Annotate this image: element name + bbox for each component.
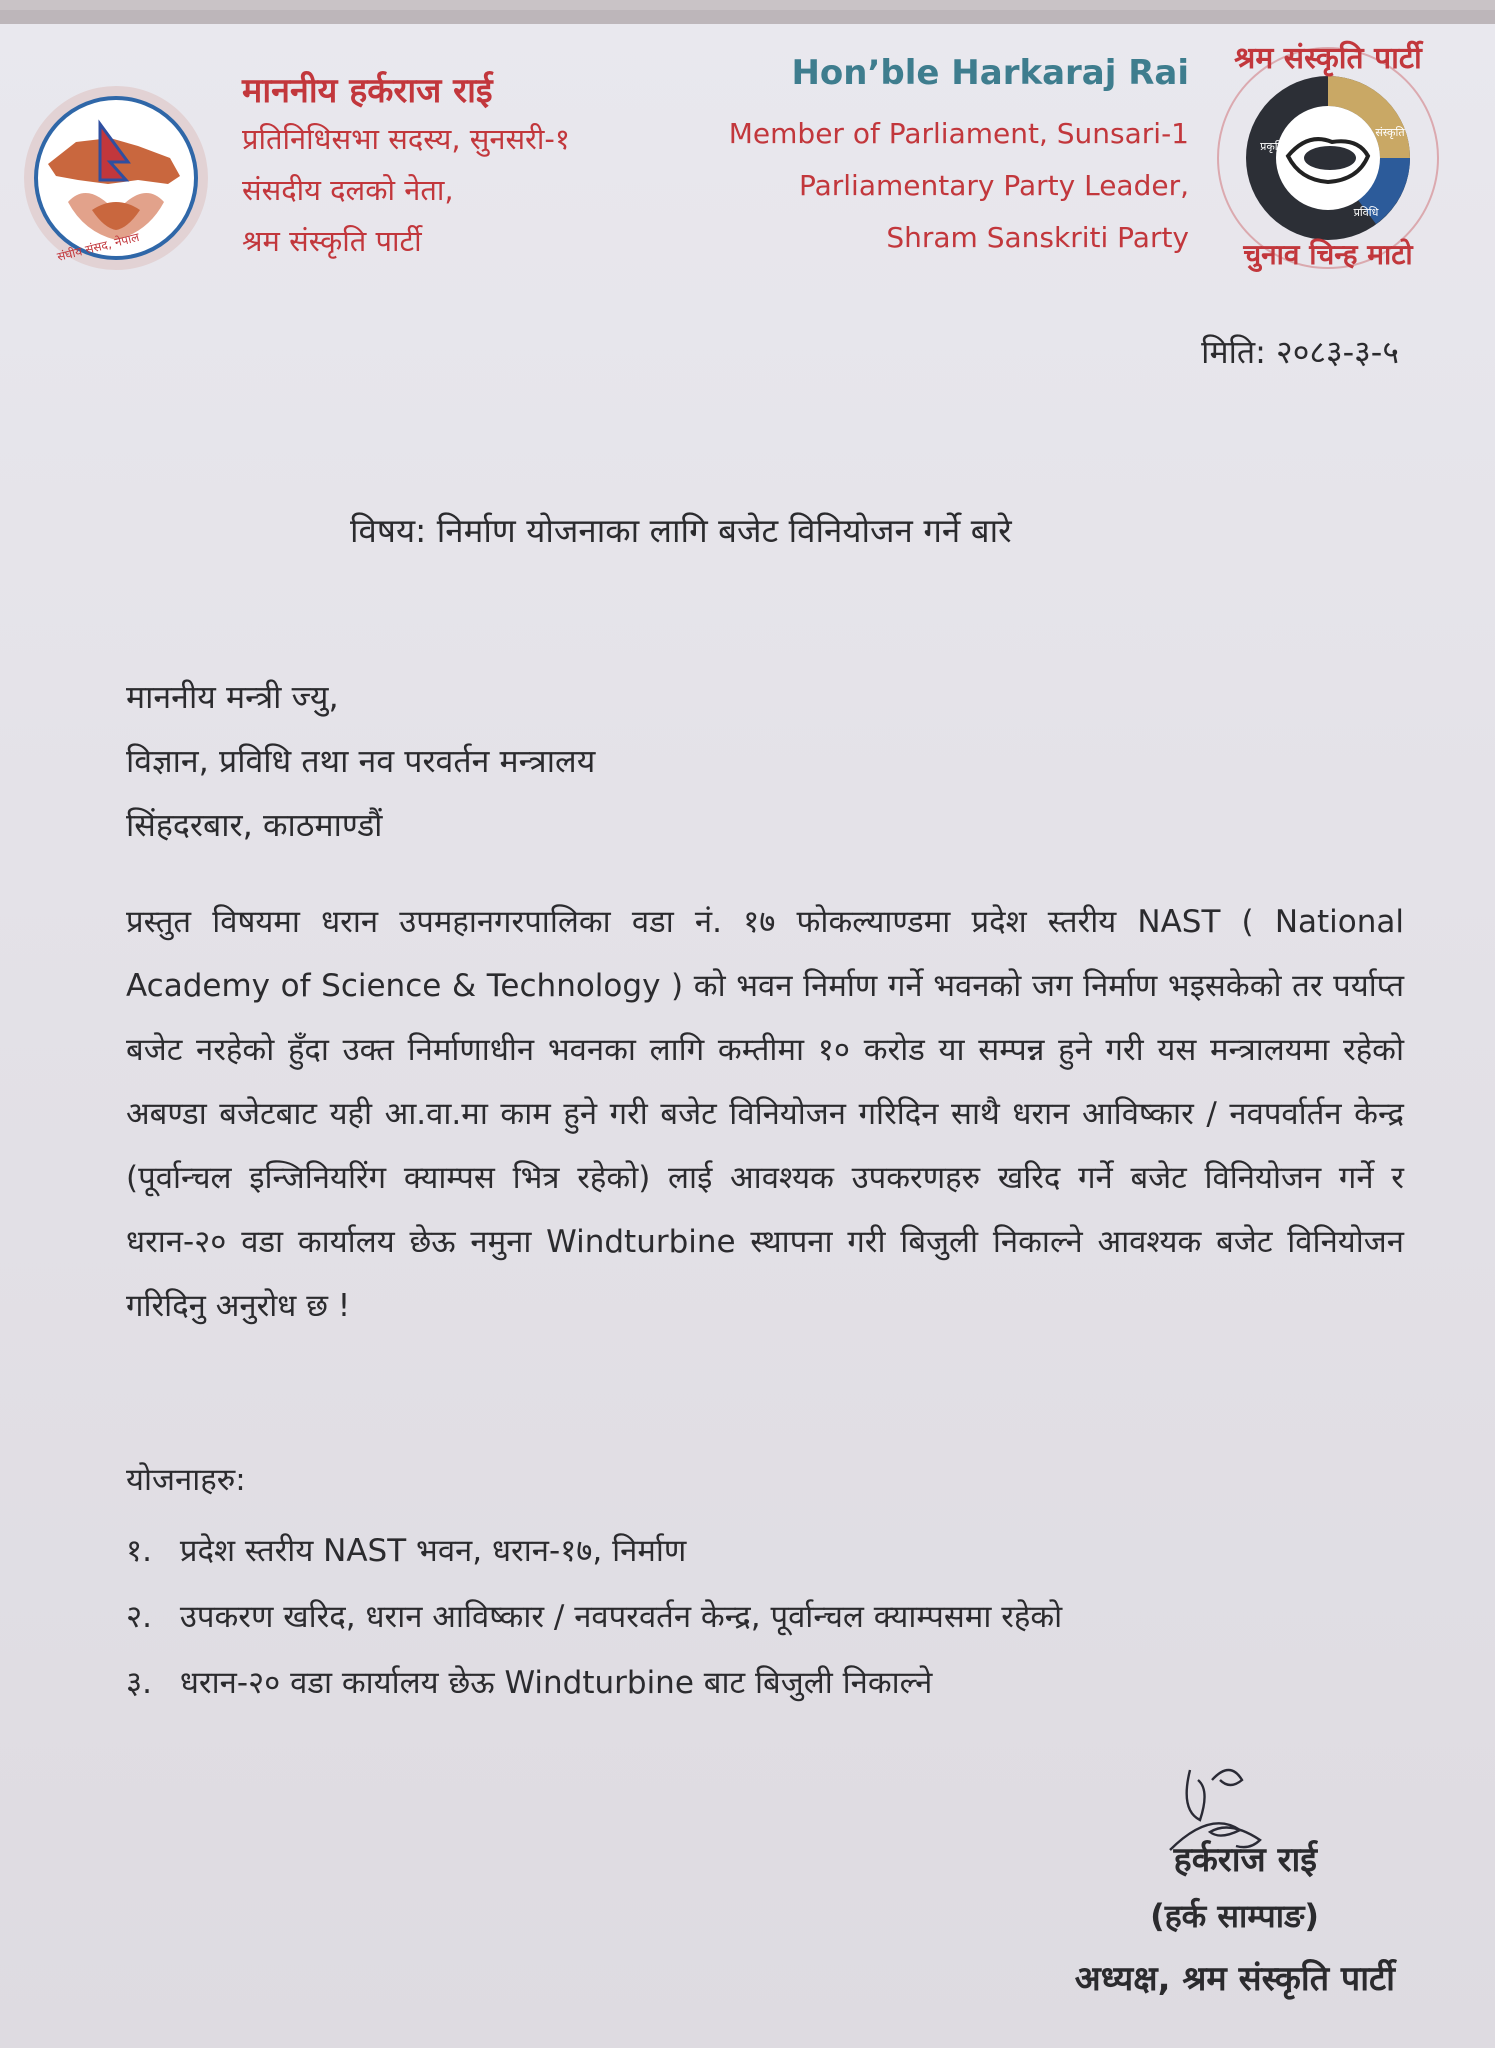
party-emblem-ring-top: श्रम संस्कृति पार्टी bbox=[1234, 41, 1422, 76]
signature-block bbox=[1075, 1832, 1395, 2014]
recipient-line-2: विज्ञान, प्रविधि तथा नव परवर्तन मन्त्रालय bbox=[126, 742, 596, 780]
party-emblem-icon bbox=[1208, 40, 1448, 275]
plans-title: योजनाहरु: bbox=[126, 1462, 246, 1498]
party-emblem-segment-right: संस्कृति bbox=[1375, 126, 1405, 139]
plan-item bbox=[126, 1518, 1062, 1584]
header-english bbox=[729, 48, 1189, 264]
plan-number: ३. bbox=[126, 1665, 152, 1701]
signatory-alias: (हर्क साम्पाङ) bbox=[1150, 1897, 1319, 1935]
mp-title-english-3: Shram Sanskriti Party bbox=[886, 221, 1189, 254]
mp-title-nepali-2: संसदीय दलको नेता, bbox=[242, 173, 454, 207]
plan-item bbox=[126, 1650, 1062, 1716]
party-emblem-ring-bottom: चुनाव चिन्ह माटो bbox=[1243, 238, 1413, 271]
parliament-emblem-text: संघीय संसद, नेपाल bbox=[55, 230, 141, 264]
letter-date: मिति: २०८३-३-५ bbox=[1201, 333, 1399, 371]
recipient-line-1: माननीय मन्त्री ज्यु, bbox=[126, 678, 339, 716]
letter-body: प्रस्तुत विषयमा धरान उपमहानगरपालिका वडा नं. १७ फोकल्याण्डमा प्रदेश स्तरीय NAST ( National Academy of Science & Technology ) को भवन निर्माण गर्ने भवनको जग निर्माण भइसकेको तर पर्याप्त बजेट नरहेको हुँदा उक्त निर्माणाधीन भवनका लागि कम्तीमा १० करोड या सम्पन्न हुने गरी यस मन्त्रालयमा रहेको अबण्डा बजेटबाट यही आ.वा.मा काम हुने गरी बजेट विनियोजन गरिदिन साथै धरान आविष्कार / नवपर्वार्तन केन्द्र (पूर्वान्चल इन्जिनियरिंग क्याम्पस भित्र रहेको) लाई आवश्यक उपकरणहरु खरिद गर्ने बजेट विनियोजन गर्ने र धरान-२० वडा कार्यालय छेऊ नमुना Windturbine स्थापना गरी बिजुली निकाल्ने आवश्यक बजेट विनियोजन गरिदिनु अनुरोध छ ! bbox=[126, 904, 1404, 1324]
party-emblem-segment-left: प्रकृति bbox=[1260, 140, 1284, 153]
signatory-name: हर्कराज राई bbox=[1173, 1840, 1317, 1880]
party-emblem-segment-bottom: प्रविधि bbox=[1353, 206, 1379, 219]
signatory-position: अध्यक्ष, श्रम संस्कृति पार्टी bbox=[1074, 1959, 1395, 1999]
recipient-address bbox=[126, 665, 595, 857]
letter-sheet bbox=[0, 10, 1495, 2048]
letter-subject: विषय: निर्माण योजनाका लागि बजेट विनियोजन गर्ने बारे bbox=[350, 511, 1012, 550]
mp-title-nepali-3: श्रम संस्कृति पार्टी bbox=[242, 224, 422, 258]
recipient-line-3: सिंहदरबार, काठमाण्डौं bbox=[126, 806, 383, 844]
plans-list bbox=[126, 1450, 1062, 1716]
mp-title-nepali-1: प्रतिनिधिसभा सदस्य, सुनसरी-१ bbox=[242, 122, 570, 156]
plan-number: २. bbox=[126, 1599, 152, 1635]
mp-name-english: Hon’ble Harkaraj Rai bbox=[791, 53, 1189, 93]
mp-title-english-1: Member of Parliament, Sunsari-1 bbox=[728, 117, 1189, 150]
plan-item bbox=[126, 1584, 1062, 1650]
mp-title-english-2: Parliamentary Party Leader, bbox=[798, 169, 1189, 202]
plan-number: १. bbox=[126, 1533, 152, 1569]
mp-name-nepali: माननीय हर्कराज राई bbox=[242, 71, 493, 111]
plan-text: उपकरण खरिद, धरान आविष्कार / नवपरवर्तन केन्द्र, पूर्वान्चल क्याम्पसमा रहेको bbox=[179, 1599, 1063, 1635]
plan-text: प्रदेश स्तरीय NAST भवन, धरान-१७, निर्माण bbox=[179, 1533, 687, 1569]
page-edge bbox=[0, 10, 1495, 24]
header-nepali bbox=[242, 68, 570, 267]
plan-text: धरान-२० वडा कार्यालय छेऊ Windturbine बाट बिजुली निकाल्ने bbox=[179, 1665, 933, 1701]
